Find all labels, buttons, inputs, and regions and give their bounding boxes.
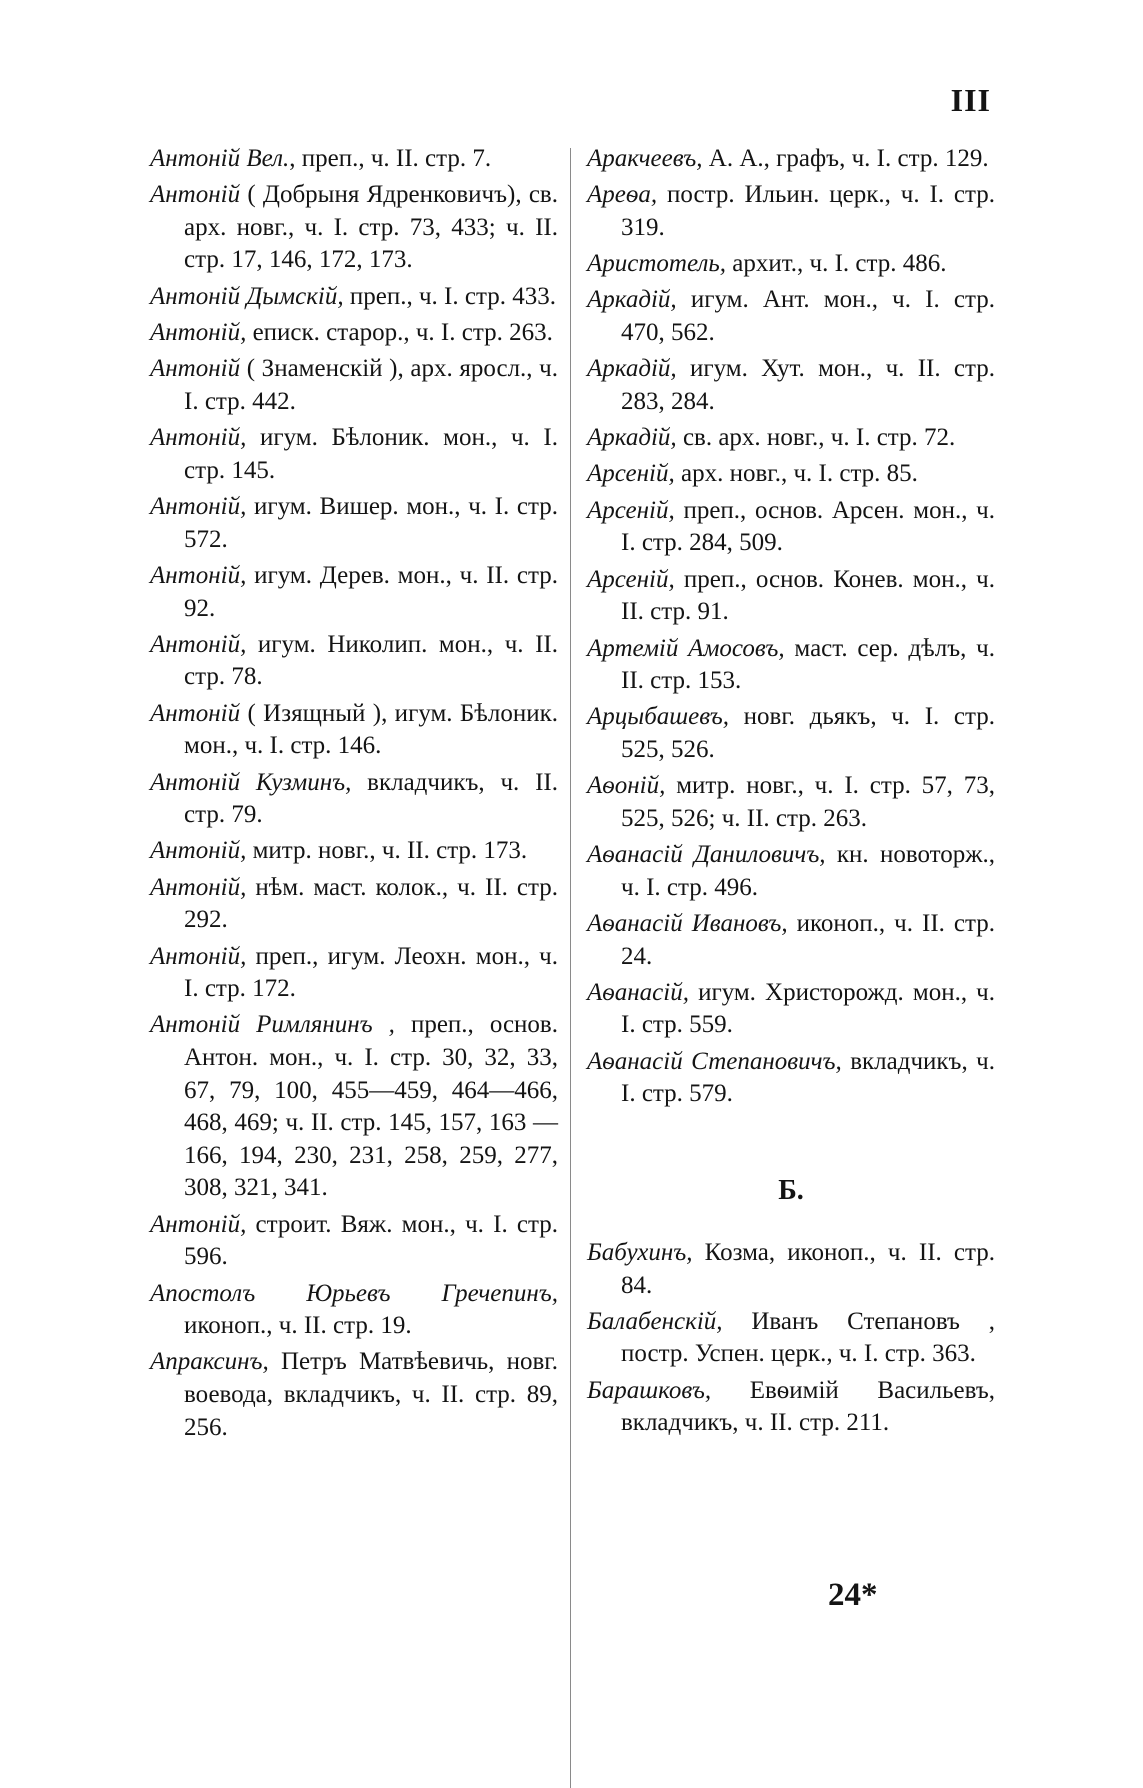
entry-name: Антоній [150,699,241,727]
entry-name: Антоній [150,355,241,383]
entry-name: Арсеній, [587,460,675,488]
index-entry [150,835,558,868]
entry-text: Иванъ Степановъ , постр. Успен. церк., ч. I. стр. 363. [621,1307,995,1368]
entry-text: преп., основ. Арсен. мон., ч. I. стр. 284, 509. [621,496,995,557]
entry-text: преп., игум. Леохн. мон., ч. I. стр. 172. [184,942,558,1003]
index-entry [150,1009,558,1205]
entry-text: кн. новоторж., ч. I. стр. 496. [621,841,995,901]
entry-text: игум. Николип. мон., ч. II. стр. 78. [184,630,558,691]
index-entry [587,422,995,455]
index-entry [150,422,558,487]
entry-name: Антоній, [150,561,247,589]
entry-name: Антоній, [150,837,247,865]
page-number: III [950,82,991,118]
index-entry [150,1346,558,1444]
index-entry [150,560,558,625]
entry-name: Аракчеевъ, [587,145,703,172]
entry-name: Артемій Амосовъ, [587,634,785,662]
index-entry [587,770,995,835]
entry-text: вкладчикъ, ч. II. стр. 79. [184,768,558,829]
entry-name: Антоній, [150,942,247,970]
index-entry [587,1237,995,1302]
entry-name: Антоній, [150,630,247,658]
index-entry [587,908,995,973]
index-entry [150,143,558,176]
entry-name: Аѳанасій Ивановъ, [587,910,788,937]
index-entry [587,353,995,418]
entry-name: Аѳоній, [587,772,666,800]
entry-text: еписк. старор., ч. I. стр. 263. [246,319,553,347]
entry-name: Апраксинъ, [150,1348,269,1376]
entry-name: Бабухинъ, [587,1238,693,1266]
index-entry [150,629,558,694]
entry-text: св. арх. новг., ч. I. стр. 72. [676,424,956,452]
entry-name: Антоній Дымскій, [150,282,344,310]
entry-text: ( Знаменскій ), арх. яросл., ч. I. стр. 442. [184,355,558,415]
index-entry [150,317,558,350]
right-entries-a [587,143,995,1111]
entry-name: Антоній, [150,873,247,901]
index-entry [587,458,995,491]
entry-text: игум. Христорожд. мон., ч. I. стр. 559. [621,978,995,1039]
index-entry [587,839,995,904]
entry-text: нѣм. маст. колок., ч. II. стр. 292. [184,873,558,934]
index-entry [150,767,558,832]
entry-text: преп., основ. Конев. мон., ч. II. стр. 91. [621,565,995,626]
entry-text: Евѳимій Васильевъ, вкладчикъ, ч. II. стр. 211. [621,1376,995,1437]
entry-text: преп., ч. I. стр. 433. [343,282,556,310]
section-letter: Б. [778,1174,804,1206]
entry-name: Аркадій, [587,355,677,383]
entry-text: митр. новг., ч. II. стр. 173. [246,837,528,865]
entry-name: Аѳанасій Даниловичъ, [587,841,826,869]
right-entries-b [587,1237,995,1440]
entry-name: Антоній, [150,493,247,521]
entry-name: Антоній, [150,319,247,347]
entry-name: Аркадій, [587,424,677,452]
index-entry [587,284,995,349]
index-entry [587,977,995,1042]
entry-name: Ареѳа, [587,181,658,209]
index-entry [150,698,558,763]
index-entry [587,143,995,176]
entry-text: игум. Вишер. мон., ч. I. стр. 572. [184,493,558,553]
entry-text: А. А., графъ, ч. I. стр. 129. [702,145,989,172]
index-entry [150,941,558,1006]
entry-text: игум. Дерев. мон., ч. II. стр. 92. [184,561,558,622]
entry-name: Барашковъ, [587,1376,712,1404]
index-entry [150,1209,558,1274]
entry-name: Аристотель, [587,250,726,278]
entry-name: Антоній, [150,424,247,452]
index-entry [150,179,558,277]
signature-mark: 24* [828,1577,878,1613]
entry-name: Антоній Вел. [150,145,290,172]
entry-text: Петръ Матвѣевичь, новг. воевода, вкладчикъ, ч. II. стр. 89, 256. [184,1348,558,1441]
column-divider [570,148,571,1788]
index-entry [150,872,558,937]
entry-text: ( Изящный ), игум. Бѣлоник. мон., ч. I. стр. 146. [184,699,558,760]
entry-text: маст. сер. дѣлъ, ч. II. стр. 153. [621,634,995,695]
entry-text: игум. Ант. мон., ч. I. стр. 470, 562. [621,286,995,347]
entry-text: строит. Вяж. мон., ч. I. стр. 596. [184,1210,558,1271]
entry-text: митр. новг., ч. I. стр. 57, 73, 525, 526; ч. II. стр. 263. [621,772,995,832]
entry-text: игум. Хут. мон., ч. II. стр. 283, 284. [621,355,995,415]
left-column [150,143,558,1448]
entry-text: вкладчикъ, ч. I. стр. 579. [621,1047,995,1108]
index-entry [587,495,995,560]
index-entry [587,1046,995,1111]
entry-text: Козма, иконоп., ч. II. стр. 84. [621,1238,995,1299]
entry-text: ( Добрыня Ядренковичъ), св. арх. новг., ч. I. стр. 73, 433; ч. II. стр. 17, 146, 172, 173. [184,181,558,274]
entry-name: Апостолъ Юрьевъ Гречепинъ, [150,1279,558,1307]
entry-text: новг. дьякъ, ч. I. стр. 525, 526. [621,703,995,763]
index-entry [587,248,995,281]
entry-name: Антоній Римлянинъ , [150,1011,395,1039]
entry-name: Аркадій, [587,286,677,314]
entry-text: арх. новг., ч. I. стр. 85. [674,460,918,488]
index-entry [150,1278,558,1343]
index-entry [150,491,558,556]
entry-name: Антоній, [150,1210,247,1238]
index-entry [587,701,995,766]
index-entry [587,179,995,244]
entry-name: Балабенскій, [587,1307,723,1335]
entry-text: иконоп., ч. II. стр. 24. [621,910,995,970]
index-entry [587,564,995,629]
entry-name: Аѳанасій, [587,978,689,1006]
entry-name: Арсеній, [587,496,675,524]
entry-text: архит., ч. I. стр. 486. [725,250,947,278]
right-column [587,143,995,1444]
index-entry [587,1375,995,1440]
entry-text: иконоп., ч. II. стр. 19. [184,1312,412,1340]
entry-name: Арсеній, [587,565,675,593]
entry-text: преп., основ. Антон. мон., ч. I. стр. 30, 32, 33, 67, 79, 100, 455—459, 464—466, 468, 469; ч. II. стр. 145, 157, 163 —166, 194, 230, 231, 258, 259, 277, 308, 321, 341. [184,1011,558,1202]
entry-name: Антоній Кузминъ, [150,768,352,796]
entry-name: Аѳанасій Степановичъ, [587,1047,842,1075]
entry-name: Антоній [150,181,241,209]
entry-text: игум. Бѣлоник. мон., ч. I. стр. 145. [184,424,558,484]
entry-text: , преп., ч. II. стр. 7. [289,145,492,172]
index-entry [150,281,558,314]
entry-text: постр. Ильин. церк., ч. I. стр. 319. [621,181,995,241]
entry-name: Арцыбашевъ, [587,703,729,731]
index-entry [587,633,995,698]
index-entry [150,353,558,418]
index-entry [587,1306,995,1371]
